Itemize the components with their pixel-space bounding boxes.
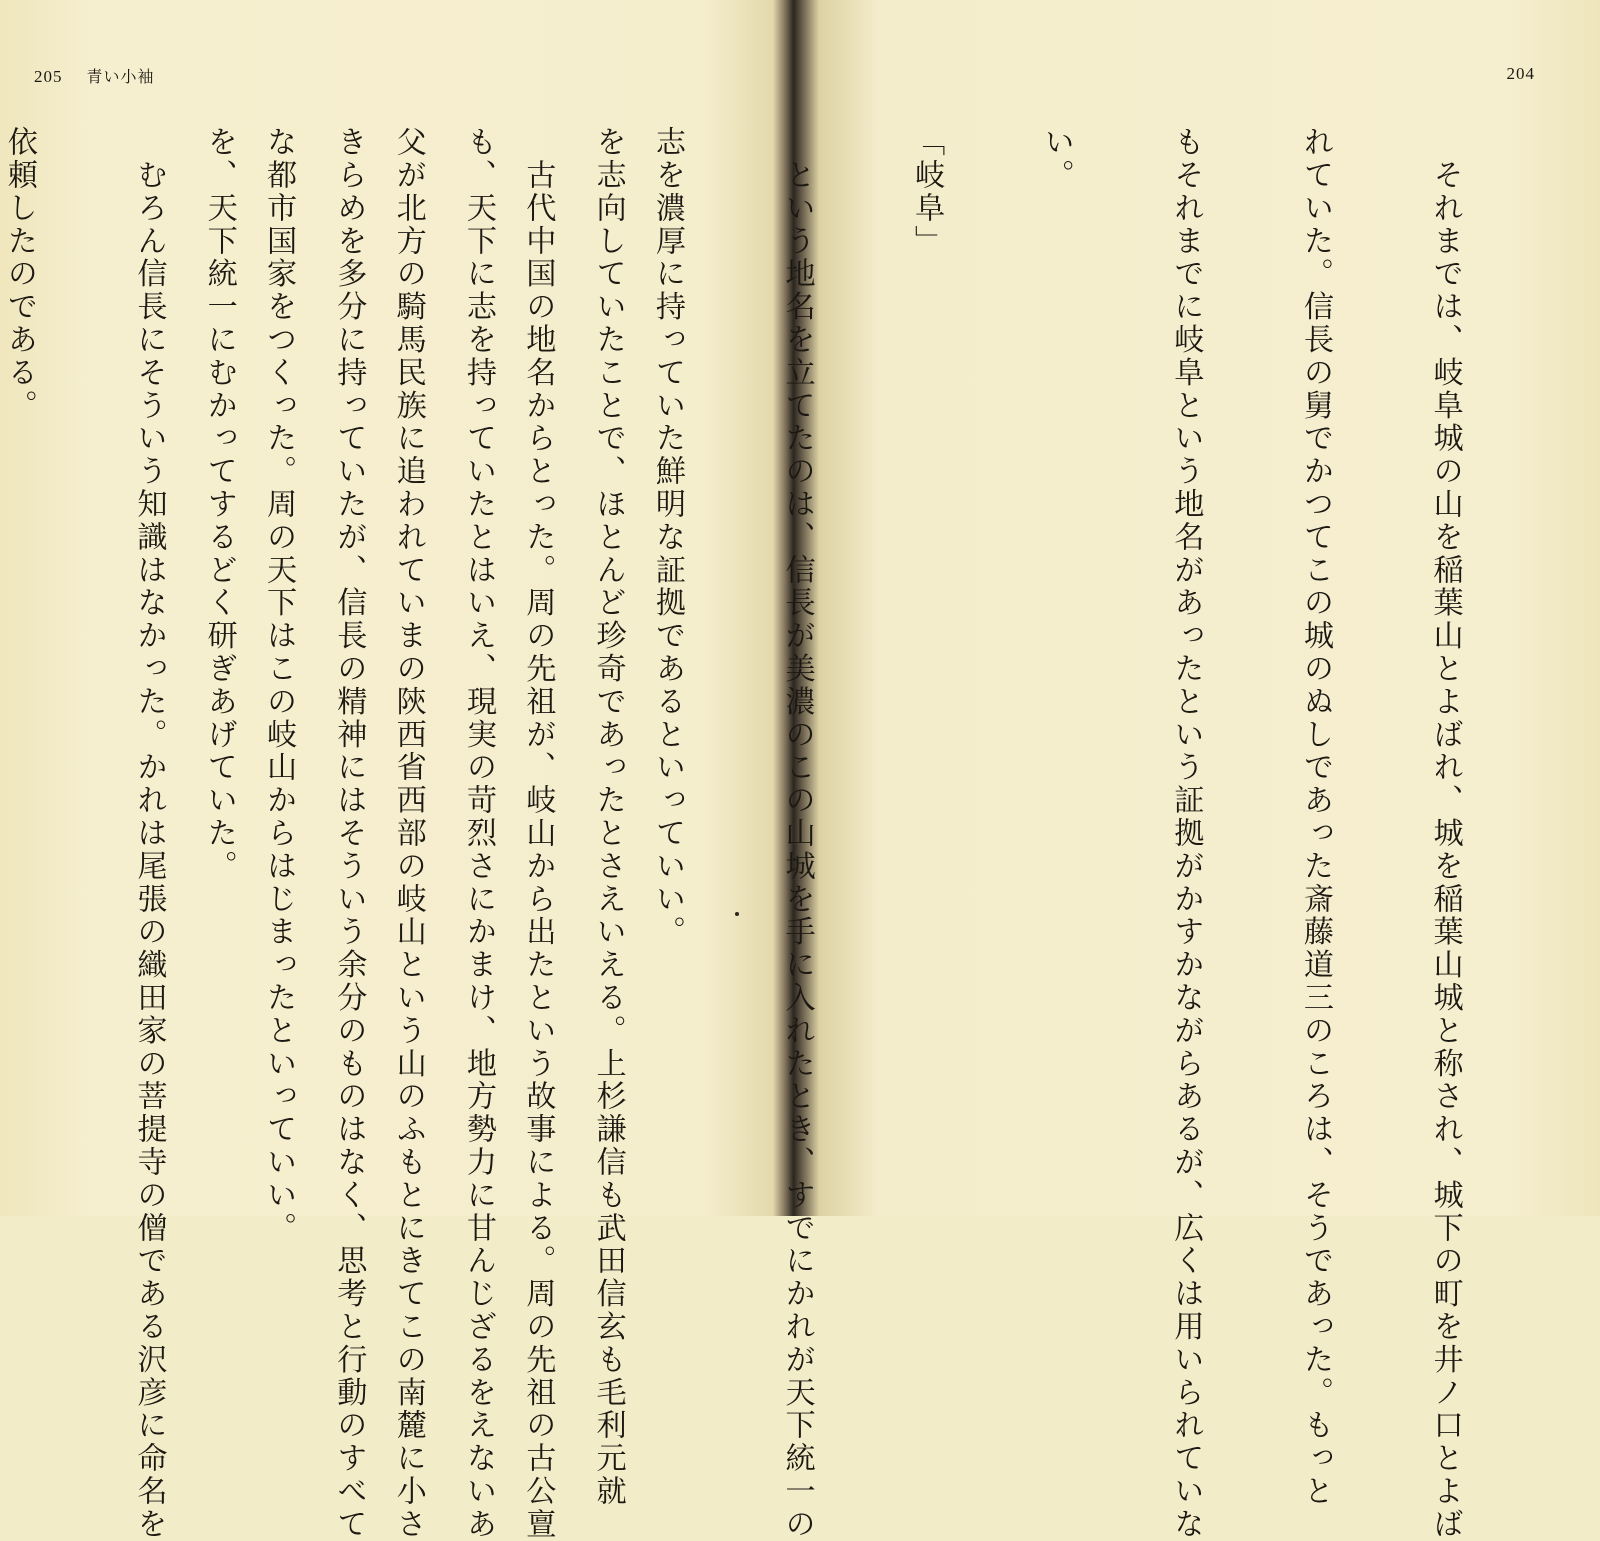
paper-speck <box>735 912 739 916</box>
right-page-body <box>0 126 1553 1541</box>
text-line: 依頼したのである。 <box>1 126 37 423</box>
text-line: も、天下に志を持っていたとはいえ、現実の苛烈さにかまけ、地方勢力に甘んじざるをえないあ <box>460 126 496 1541</box>
text-line: むろん信長にそういう知識はなかった。かれは尾張の織田家の菩提寺の僧である沢彦に命名を <box>131 126 167 1541</box>
text-line: きらめを多分に持っていたが、信長の精神にはそういう余分のものはなく、思考と行動のすべて <box>331 126 367 1541</box>
text-line: れていた。信長の舅でかつてこの城のぬしであった斎藤道三のころは、そうであった。もっと <box>1297 126 1333 1508</box>
right-page-number: 204 <box>1506 64 1535 83</box>
text-line: 志を濃厚に持っていた鮮明な証拠であるといっていい。 <box>649 126 685 949</box>
running-title: 青い小袖 <box>86 67 155 86</box>
left-page-number: 205 <box>34 67 63 86</box>
text-line: 古代中国の地名からとった。周の先祖が、岐山から出たという故事による。周の先祖の古公亶 <box>520 126 556 1541</box>
text-line: を、天下統一にむかってするどく研ぎあげていた。 <box>201 126 237 883</box>
text-line: な都市国家をつくった。周の天下はこの岐山からはじまったといっていい。 <box>261 126 297 1245</box>
text-line: を志向していたことで、ほとんど珍奇であったとさえいえる。上杉謙信も武田信玄も毛利元就 <box>590 126 626 1508</box>
text-line: もそれまでに岐阜という地名があったという証拠がかすかながらあるが、広くは用いられていな <box>1168 126 1204 1541</box>
text-line: 「岐阜」 <box>909 126 945 258</box>
text-line: それまでは、岐阜城の山を稲葉山とよばれ、城を稲葉山城と称され、城下の町を井ノ口とよば <box>1427 126 1463 1541</box>
left-page-header <box>34 64 155 87</box>
text-line: 父が北方の騎馬民族に追われていまの陝西省西部の岐山という山のふもとにきてこの南麓に小さ <box>390 126 426 1541</box>
text-line: という地名を立てたのは、信長が美濃のこの山城を手に入れたとき、すでにかれが天下統一の <box>779 126 815 1541</box>
text-line: い。 <box>1038 126 1074 192</box>
right-page-header <box>1507 64 1536 84</box>
